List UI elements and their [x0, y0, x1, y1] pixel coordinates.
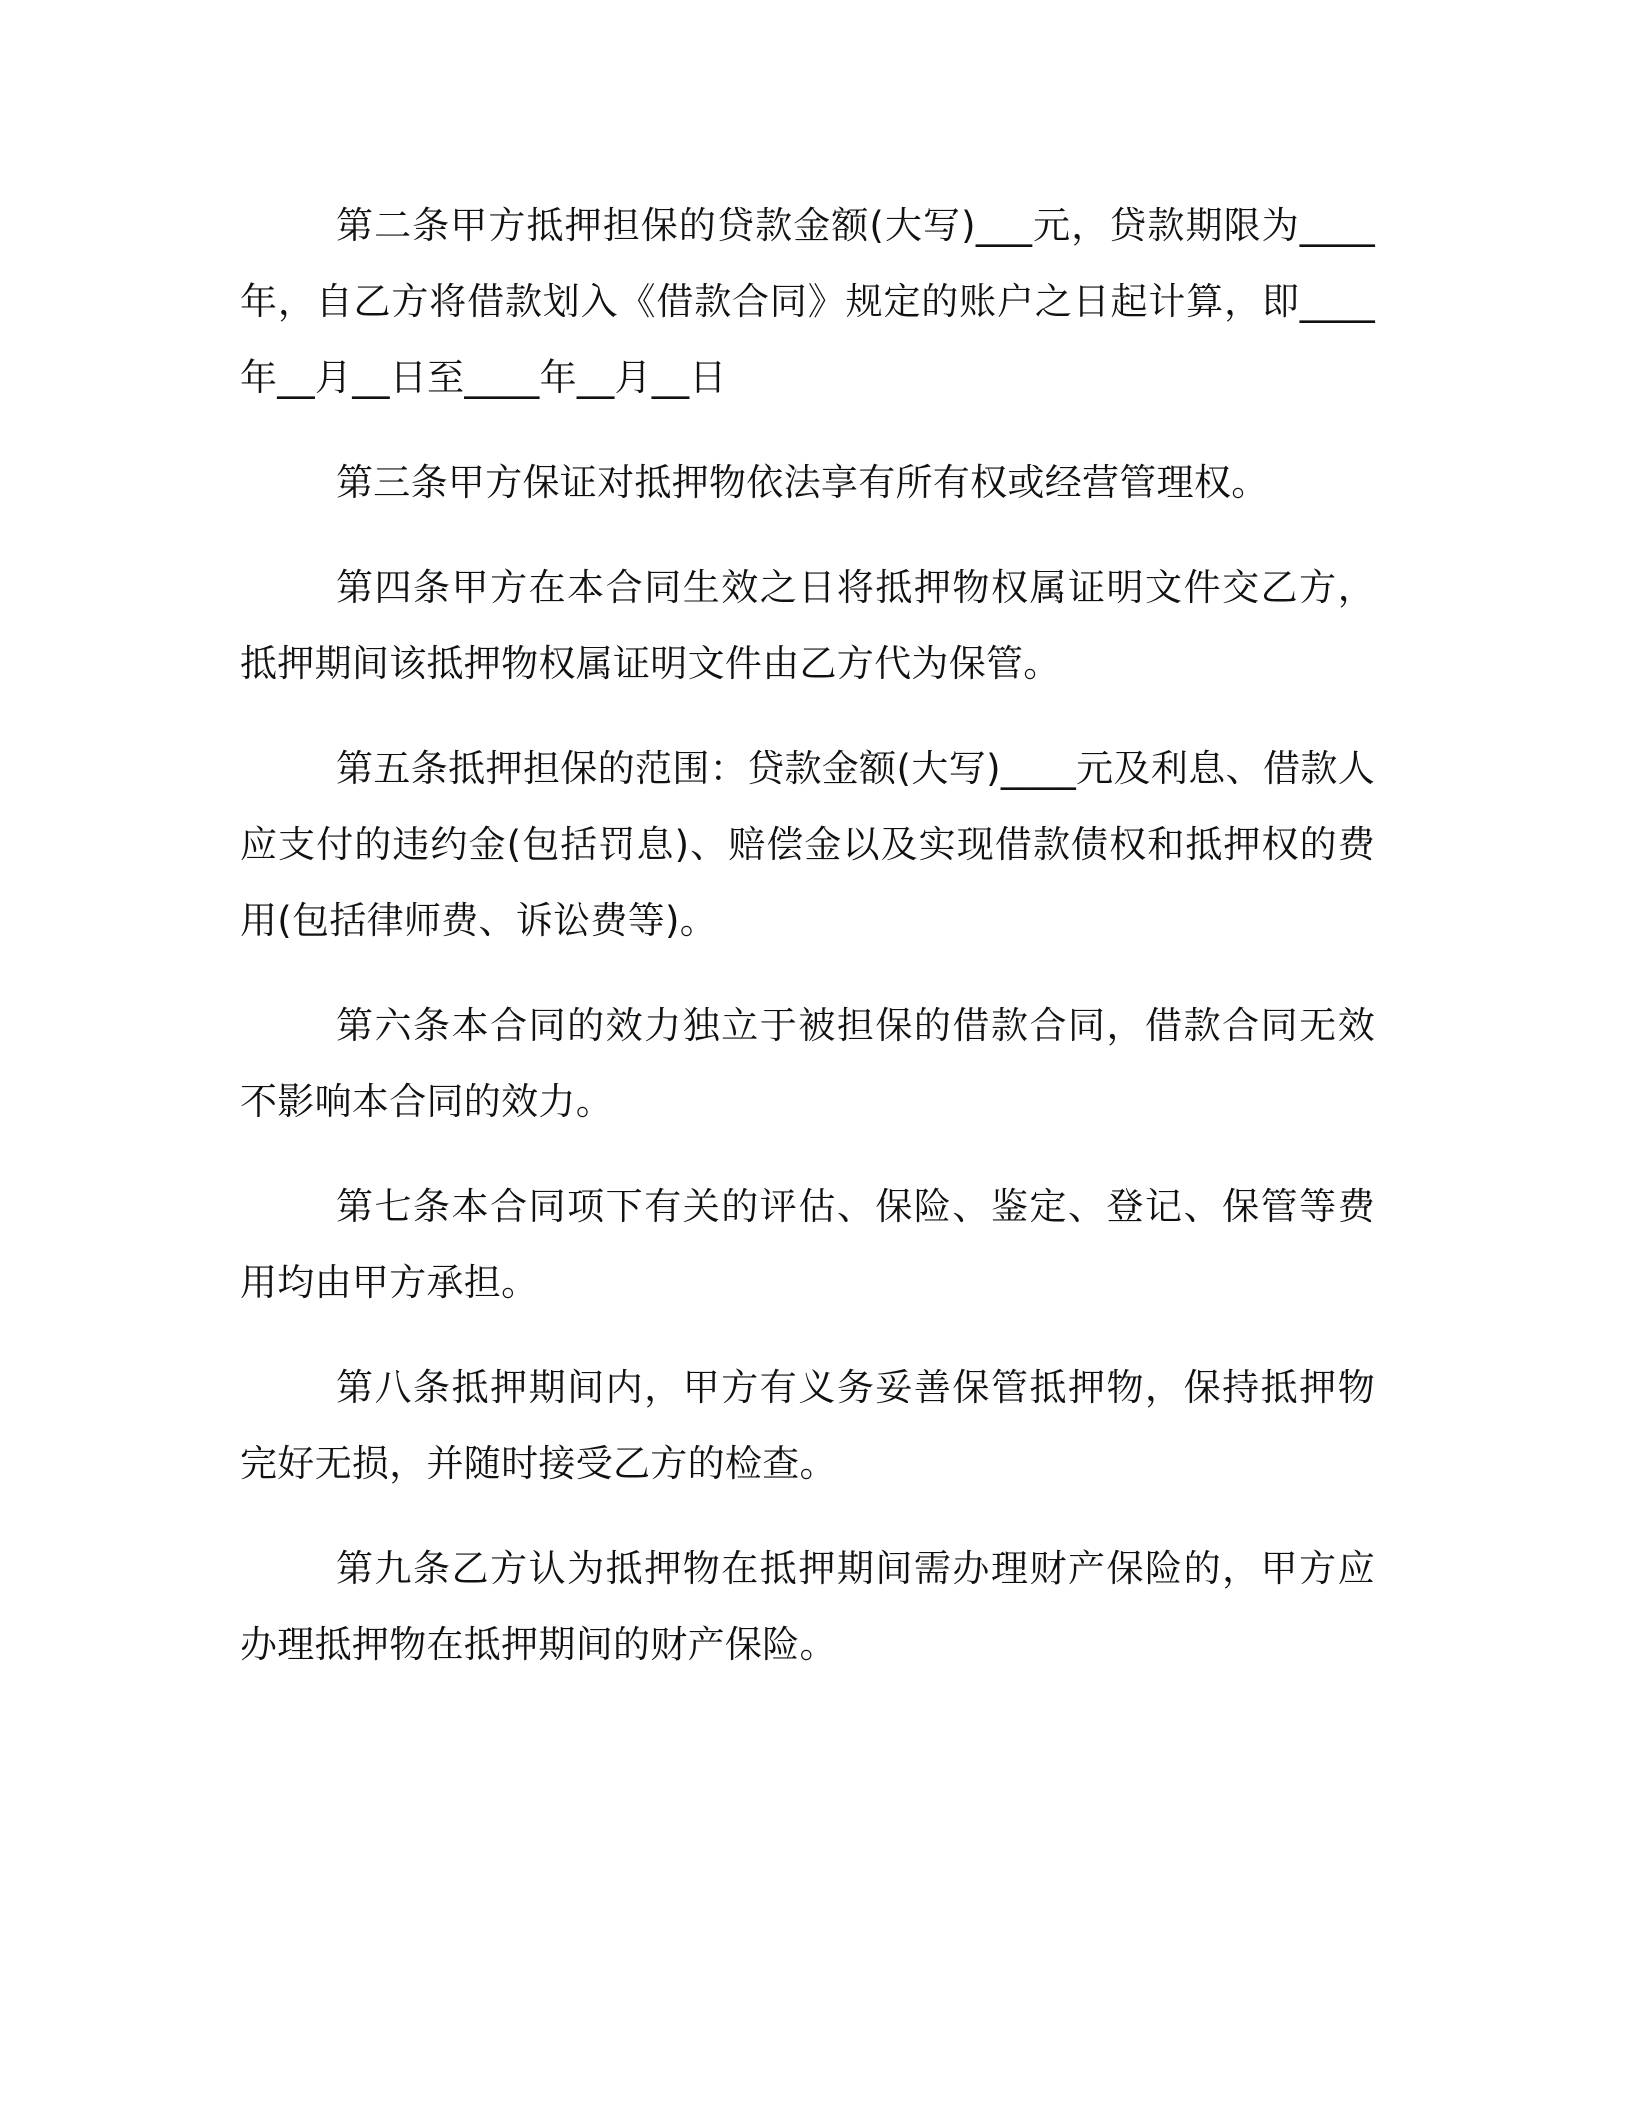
- clause-6: 第六条本合同的效力独立于被担保的借款合同，借款合同无效不影响本合同的效力。: [240, 1004, 1375, 1123]
- clause-4: 第四条甲方在本合同生效之日将抵押物权属证明文件交乙方，抵押期间该抵押物权属证明文件由乙方代为保管。: [240, 566, 1375, 685]
- document-body: [240, 188, 1375, 1683]
- clause-8: 第八条抵押期间内，甲方有义务妥善保管抵押物，保持抵押物完好无损，并随时接受乙方的检查。: [240, 1366, 1375, 1485]
- clause-2: 第二条甲方抵押担保的贷款金额(大写)___元，贷款期限为____年，自乙方将借款划入《借款合同》规定的账户之日起计算，即____年__月__日至____年__月__日: [240, 204, 1375, 399]
- clause-5: 第五条抵押担保的范围：贷款金额(大写)____元及利息、借款人应支付的违约金(包括罚息)、赔偿金以及实现借款债权和抵押权的费用(包括律师费、诉讼费等)。: [240, 747, 1375, 942]
- clause-7: 第七条本合同项下有关的评估、保险、鉴定、登记、保管等费用均由甲方承担。: [240, 1185, 1375, 1304]
- clause-9: 第九条乙方认为抵押物在抵押期间需办理财产保险的，甲方应办理抵押物在抵押期间的财产保险。: [240, 1547, 1375, 1666]
- clause-3: 第三条甲方保证对抵押物依法享有所有权或经营管理权。: [336, 461, 1269, 504]
